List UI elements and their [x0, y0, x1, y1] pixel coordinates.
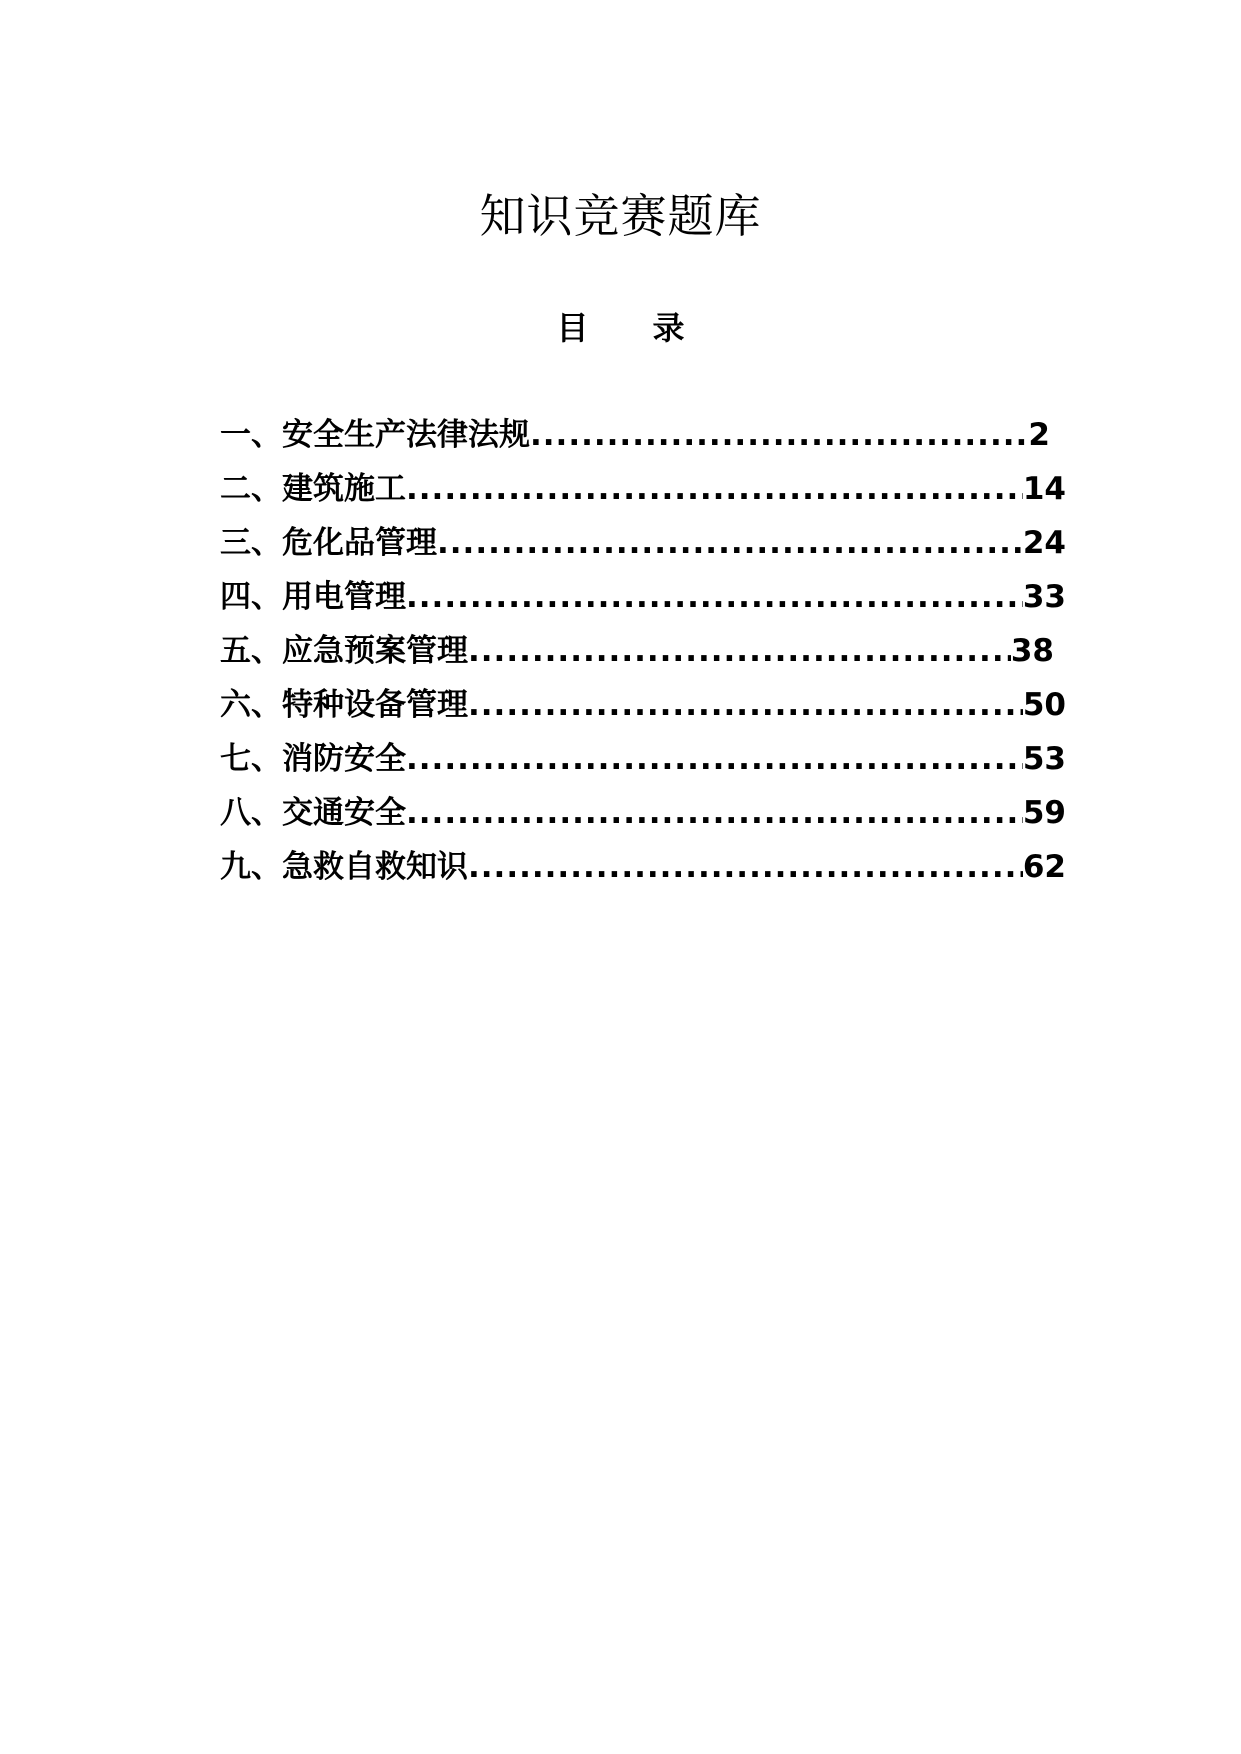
toc-dot-leader: [437, 516, 1023, 570]
toc-entry-page: 2: [1028, 417, 1050, 453]
toc-entry[interactable]: [220, 408, 1050, 462]
toc-entry-page: 24: [1022, 525, 1066, 561]
toc-entry-label: 三、危化品管理: [220, 525, 437, 561]
toc-entry-page: 33: [1022, 579, 1066, 615]
toc-entry-label: 四、用电管理: [220, 579, 406, 615]
toc-dot-leader: [468, 678, 1023, 732]
toc-entry[interactable]: [220, 570, 1066, 624]
toc-entry-label: 九、急救自救知识: [220, 849, 468, 885]
toc-entry-label: 一、安全生产法律法规: [220, 417, 530, 453]
toc-entry[interactable]: [220, 786, 1066, 840]
toc-heading: [0, 306, 1241, 350]
toc-entry[interactable]: [220, 840, 1066, 894]
toc-entry[interactable]: [220, 516, 1066, 570]
toc-dot-leader: [406, 786, 1023, 840]
toc-entry-label: 六、特种设备管理: [220, 687, 468, 723]
toc-dot-leader: [468, 624, 1011, 678]
toc-entry-label: 二、建筑施工: [220, 471, 406, 507]
toc-entry[interactable]: [220, 678, 1066, 732]
document-title: 知识竞赛题库: [479, 189, 762, 243]
toc-dot-leader: [406, 570, 1023, 624]
toc-heading-right: 录: [652, 309, 685, 347]
toc-entry-page: 14: [1022, 471, 1066, 507]
toc-entry-label: 五、应急预案管理: [220, 633, 468, 669]
toc-dot-leader: [468, 840, 1023, 894]
toc-entry-page: 59: [1022, 795, 1066, 831]
toc-dot-leader: [530, 408, 1028, 462]
toc-entry-page: 62: [1022, 849, 1066, 885]
toc-entry-label: 七、消防安全: [220, 741, 406, 777]
toc-entry-page: 38: [1010, 633, 1054, 669]
toc-entry-page: 53: [1022, 741, 1066, 777]
toc-dot-leader: [406, 462, 1023, 516]
toc-entry[interactable]: [220, 732, 1066, 786]
toc-heading-left: 目: [556, 309, 589, 347]
toc-entry[interactable]: [220, 624, 1054, 678]
toc-entry-page: 50: [1022, 687, 1066, 723]
toc-entry[interactable]: [220, 462, 1066, 516]
toc-entry-label: 八、交通安全: [220, 795, 406, 831]
toc-dot-leader: [406, 732, 1023, 786]
table-of-contents: [220, 408, 1066, 894]
